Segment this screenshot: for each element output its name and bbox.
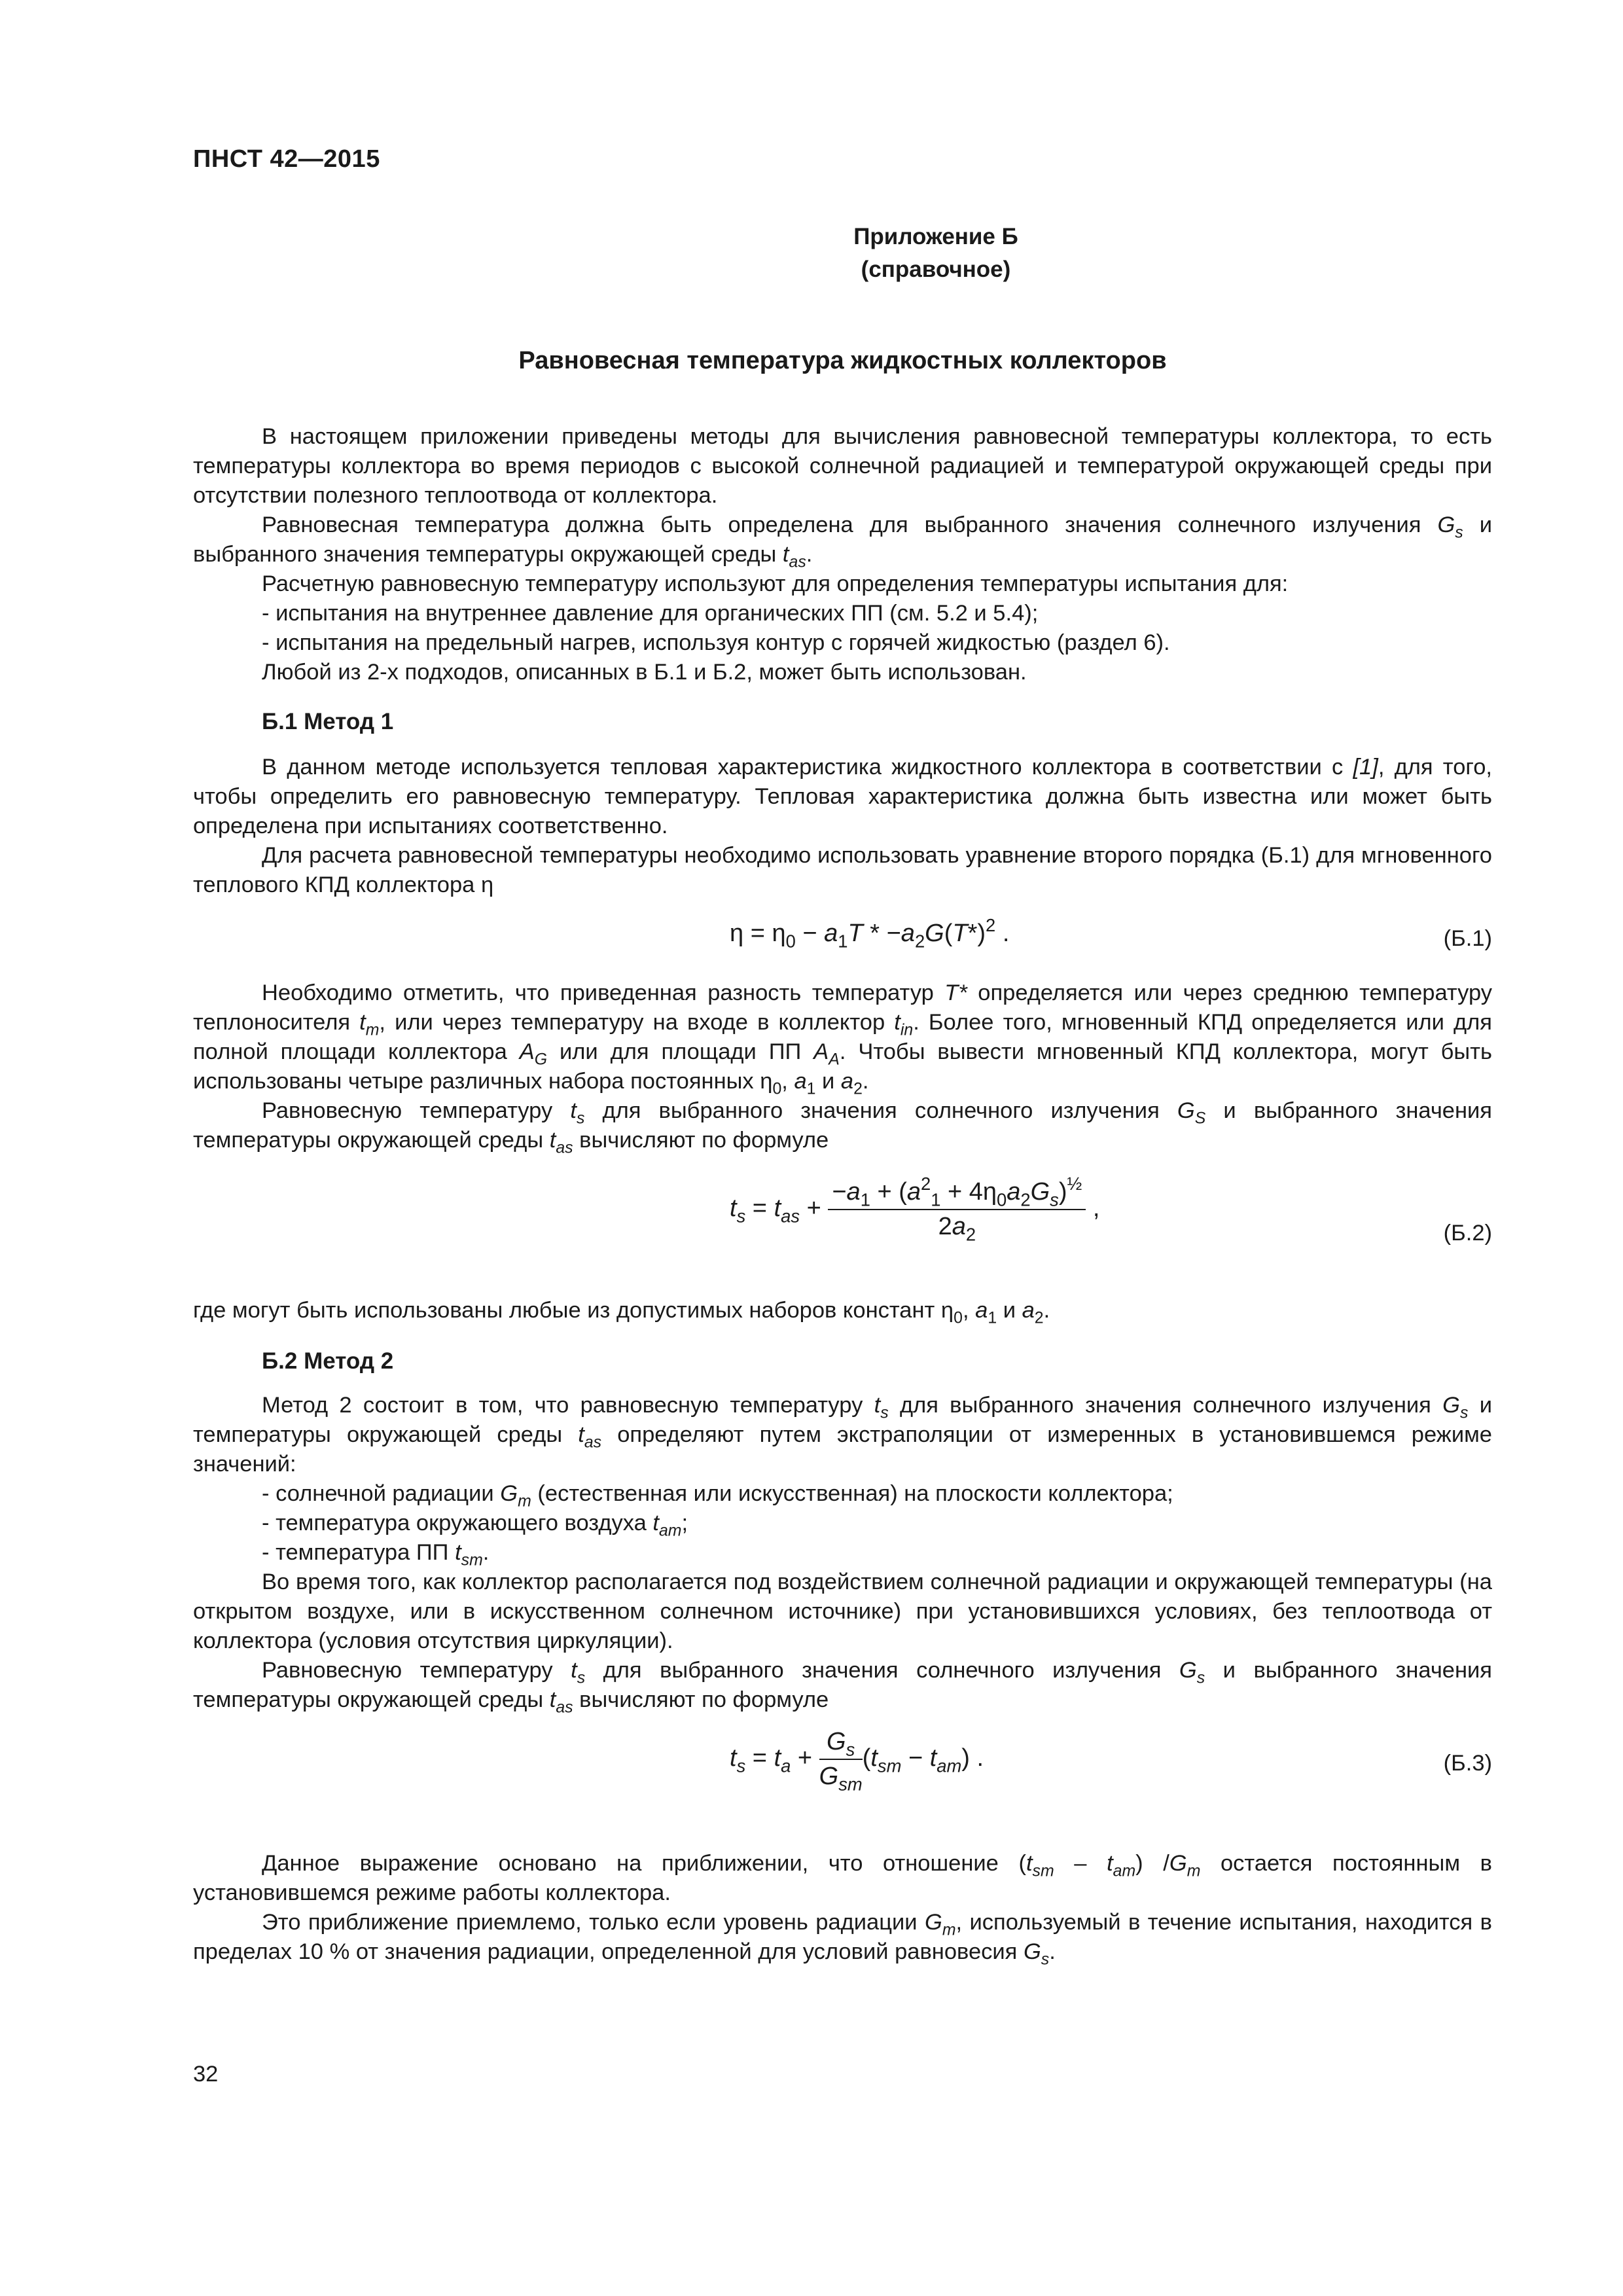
section-1-paragraph-3: Необходимо отметить, что приведенная разность температур T* определяется или через среднюю температуру теплоносителя $t_m$, или через температуру на входе в коллектор $t_{in}$. Более того, мгновенный КПД определяется или для полной площади коллектора $A_G$ или для площади ПП $A_A$. Чтобы вывести мгновенный КПД коллектора, могут быть использованы четыре различных набора постоянных $\eta_0$, $a_1$ и $a_2$. xyxy=(193,980,1492,1098)
section-1-paragraph-2: Для расчета равновесной температуры необходимо использовать уравнение второго порядка (Б.1) для мгновенного теплового КПД коллектора η xyxy=(193,843,1492,897)
page-number: 32 xyxy=(193,2062,219,2087)
section-2-paragraph-3: Равновесную температуру $t_s$ для выбранного значения солнечного излучения $G_s$ и выбранного значения температуры окружающей среды $t_{as}$ вычисляют по формуле xyxy=(193,1658,1492,1717)
equation-b2-number: (Б.2) xyxy=(1443,1221,1492,1246)
section-2-paragraph-5: Это приближение приемлемо, только если уровень радиации $G_m$, используемый в течение испытания, находится в пределах 10 % от значения радиации, определенной для условий равновесия $G_s$. xyxy=(193,1910,1493,1969)
equation-b1: $\eta = \eta_0 - a_1T * -a_2G(T*)^2$ . xyxy=(730,914,1010,952)
section-1-paragraph-5: где могут быть использованы любые из допустимых наборов констант $\eta_0$, $a_1$ и $a_2$. xyxy=(193,1298,1050,1327)
section-2-list-item-2: - температура окружающего воздуха $t_{am}$; xyxy=(262,1511,688,1540)
equation-b2: $t_s = t_{as}$ + $\frac{-a_1 + (a^2_1 + 4\eta_0a_2G_s)^{\frac{1}{2}}}{2a_2}$ , xyxy=(730,1173,1100,1245)
equation-b3: $t_s = t_a$ + $\frac{G_s}{G_{sm}}$ $(t_{sm} - t_{am})$ . xyxy=(730,1728,984,1795)
section-2-heading: Б.2 Метод 2 xyxy=(262,1348,394,1374)
document-code: ПНСТ 42—2015 xyxy=(193,145,380,173)
section-2-paragraph-4: Данное выражение основано на приближении, что отношение $(t_{sm} - t_{am})$ $/G_m$ остается постоянным в установившемся режиме работы коллектора. xyxy=(193,1851,1492,1905)
section-2-list-item-3: - температура ПП $t_{sm}$. xyxy=(262,1540,490,1570)
section-2-paragraph-1: Метод 2 состоит в том, что равновесную температуру $t_s$ для выбранного значения солнечного излучения $G_s$ и температуры окружающей среды $t_{as}$ определяют путем экстраполяции от измеренных в установившемся режиме значений: xyxy=(193,1393,1492,1477)
section-1-paragraph-4: Равновесную температуру $t_s$ для выбранного значения солнечного излучения $G_S$ и выбранного значения температуры окружающей среды $t_{as}$ вычисляют по формуле xyxy=(193,1098,1492,1157)
intro-paragraph-3: Расчетную равновесную температуру используют для определения температуры испытания для: xyxy=(262,571,1289,596)
appendix-title: Равновесная температура жидкостных коллекторов xyxy=(518,347,1167,374)
section-2-list-item-1: - солнечной радиации $G_m$ (естественная или искусственная) на плоскости коллектора; xyxy=(262,1481,1173,1511)
intro-paragraph-2: Равновесная температура должна быть определена для выбранного значения солнечного излучения $G_s$ и выбранного значения температуры окружающей среды $t_{as}$. xyxy=(193,512,1492,571)
appendix-label: Приложение Б xyxy=(853,224,1018,249)
appendix-type: (справочное) xyxy=(861,257,1011,282)
section-1-paragraph-1: В данном методе используется тепловая характеристика жидкостного коллектора в соответствии с [1], для того, чтобы определить его равновесную температуру. Тепловая характеристика должна быть известна или может быть определена при испытаниях соответственно. xyxy=(193,755,1492,838)
intro-paragraph-4: Любой из 2-х подходов, описанных в Б.1 и Б.2, может быть использован. xyxy=(262,660,1027,685)
section-2-paragraph-2: Во время того, как коллектор располагается под воздействием солнечной радиации и окружающей температуры (на открытом воздухе, или в искусственном солнечном источнике) при установившихся условиях, без теплоотвода от коллектора (условия отсутствия циркуляции). xyxy=(193,1570,1492,1653)
section-1-heading: Б.1 Метод 1 xyxy=(262,709,394,734)
equation-b1-number: (Б.1) xyxy=(1443,926,1492,951)
intro-list-item-2: - испытания на предельный нагрев, используя контур с горячей жидкостью (раздел 6). xyxy=(262,630,1170,655)
equation-b3-number: (Б.3) xyxy=(1443,1751,1492,1776)
intro-list-item-1: - испытания на внутреннее давление для органических ПП (см. 5.2 и 5.4); xyxy=(262,601,1039,626)
intro-paragraph-1: В настоящем приложении приведены методы для вычисления равновесной температуры коллектора, то есть температуры коллектора во время периодов с высокой солнечной радиацией и температурой окружающей среды при отсутствии полезного теплоотвода от коллектора. xyxy=(193,424,1492,508)
